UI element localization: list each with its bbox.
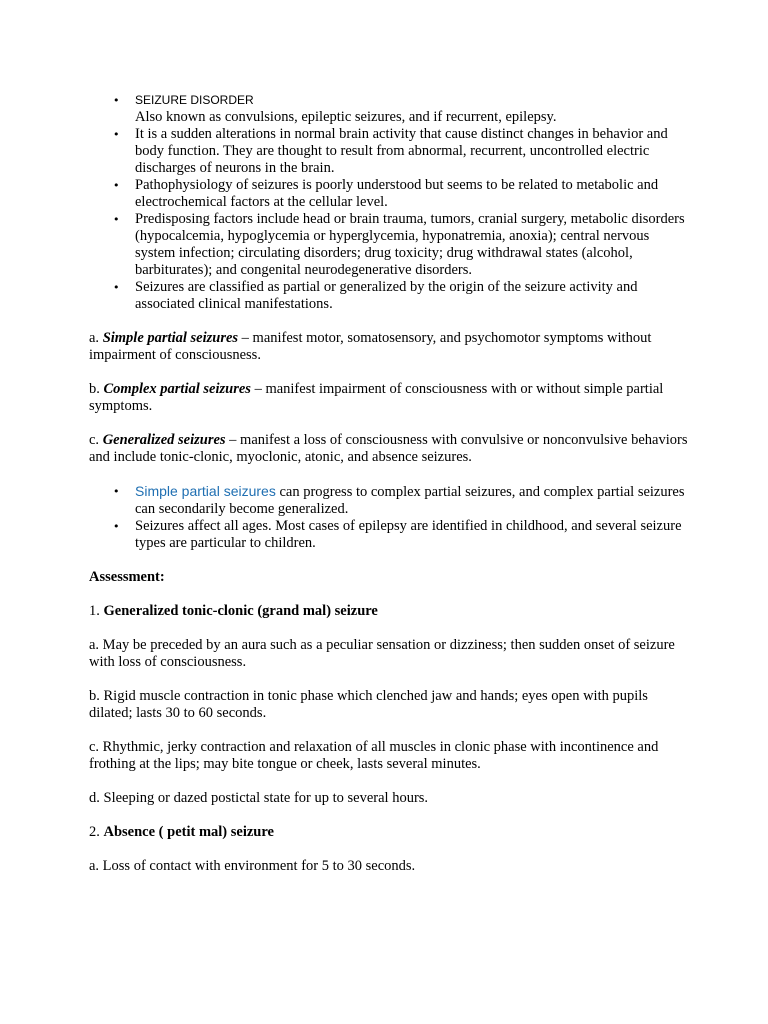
list-item: • Simple partial seizures can progress to complex partial seizures, and complex partial seizures can secondarily become generalized. [89, 483, 689, 518]
term: Generalized seizures [102, 432, 226, 448]
term: Simple partial seizures [102, 330, 239, 346]
section-title: SEIZURE DISORDER [135, 93, 254, 107]
list-item: • Pathophysiology of seizures is poorly understood but seems to be related to metabolic and electrochemical factors at the cellular level. [89, 177, 689, 211]
seizure-type-a: a. Simple partial seizures – manifest motor, somatosensory, and psychomotor symptoms without impairment of consciousness. [89, 330, 652, 363]
list-item: • Seizures are classified as partial or generalized by the origin of the seizure activity and associated clinical manifestations. [89, 279, 689, 313]
list-item [89, 92, 689, 126]
assessment-heading: Assessment: [89, 569, 165, 585]
seizure-type-b: b. Complex partial seizures – manifest impairment of consciousness with or without simple partial symptoms. [89, 381, 664, 414]
assessment-item-2-title: 2. Absence ( petit mal) seizure [89, 824, 274, 840]
seizure-type-c: c. Generalized seizures – manifest a loss of consciousness with convulsive or nonconvulsive behaviors and include tonic-clonic, myoclonic, atonic, and absence seizures. [89, 432, 688, 465]
seizure-disorder-list [89, 92, 689, 313]
document-body [89, 92, 689, 875]
intro-text: Also known as convulsions, epileptic seizures, and if recurrent, epilepsy. [135, 109, 557, 125]
assessment-point: b. Rigid muscle contraction in tonic phase which clenched jaw and hands; eyes open with pupils dilated; lasts 30 to 60 seconds. [89, 688, 648, 721]
term: Complex partial seizures [103, 381, 251, 397]
assessment-point: d. Sleeping or dazed postictal state for up to several hours. [89, 790, 429, 806]
assessment-item-1-title: 1. Generalized tonic-clonic (grand mal) seizure [89, 603, 378, 619]
list-item: • Seizures affect all ages. Most cases of epilepsy are identified in childhood, and several seizure types are particular to children. [89, 518, 689, 552]
assessment-point: c. Rhythmic, jerky contraction and relaxation of all muscles in clonic phase with incontinence and frothing at the lips; may bite tongue or cheek, lasts several minutes. [89, 739, 659, 772]
progression-list [89, 483, 689, 552]
list-item: • It is a sudden alterations in normal brain activity that cause distinct changes in behavior and body function. They are thought to result from abnormal, recurrent, uncontrolled electric discharges of neurons in the brain. [89, 126, 689, 177]
assessment-point: a. May be preceded by an aura such as a peculiar sensation or dizziness; then sudden onset of seizure with loss of consciousness. [89, 637, 675, 670]
simple-partial-seizures-link[interactable]: Simple partial seizures [135, 483, 276, 499]
assessment-point: a. Loss of contact with environment for 5 to 30 seconds. [89, 858, 416, 874]
list-item: • Predisposing factors include head or brain trauma, tumors, cranial surgery, metabolic disorders (hypocalcemia, hypoglycemia or hyperglycemia, hyponatremia, anoxia); central nervous system infection; circulating disorders; drug toxicity; drug withdrawal states (alcohol, barbiturates); and congenital neurodegenerative disorders. [89, 211, 689, 279]
